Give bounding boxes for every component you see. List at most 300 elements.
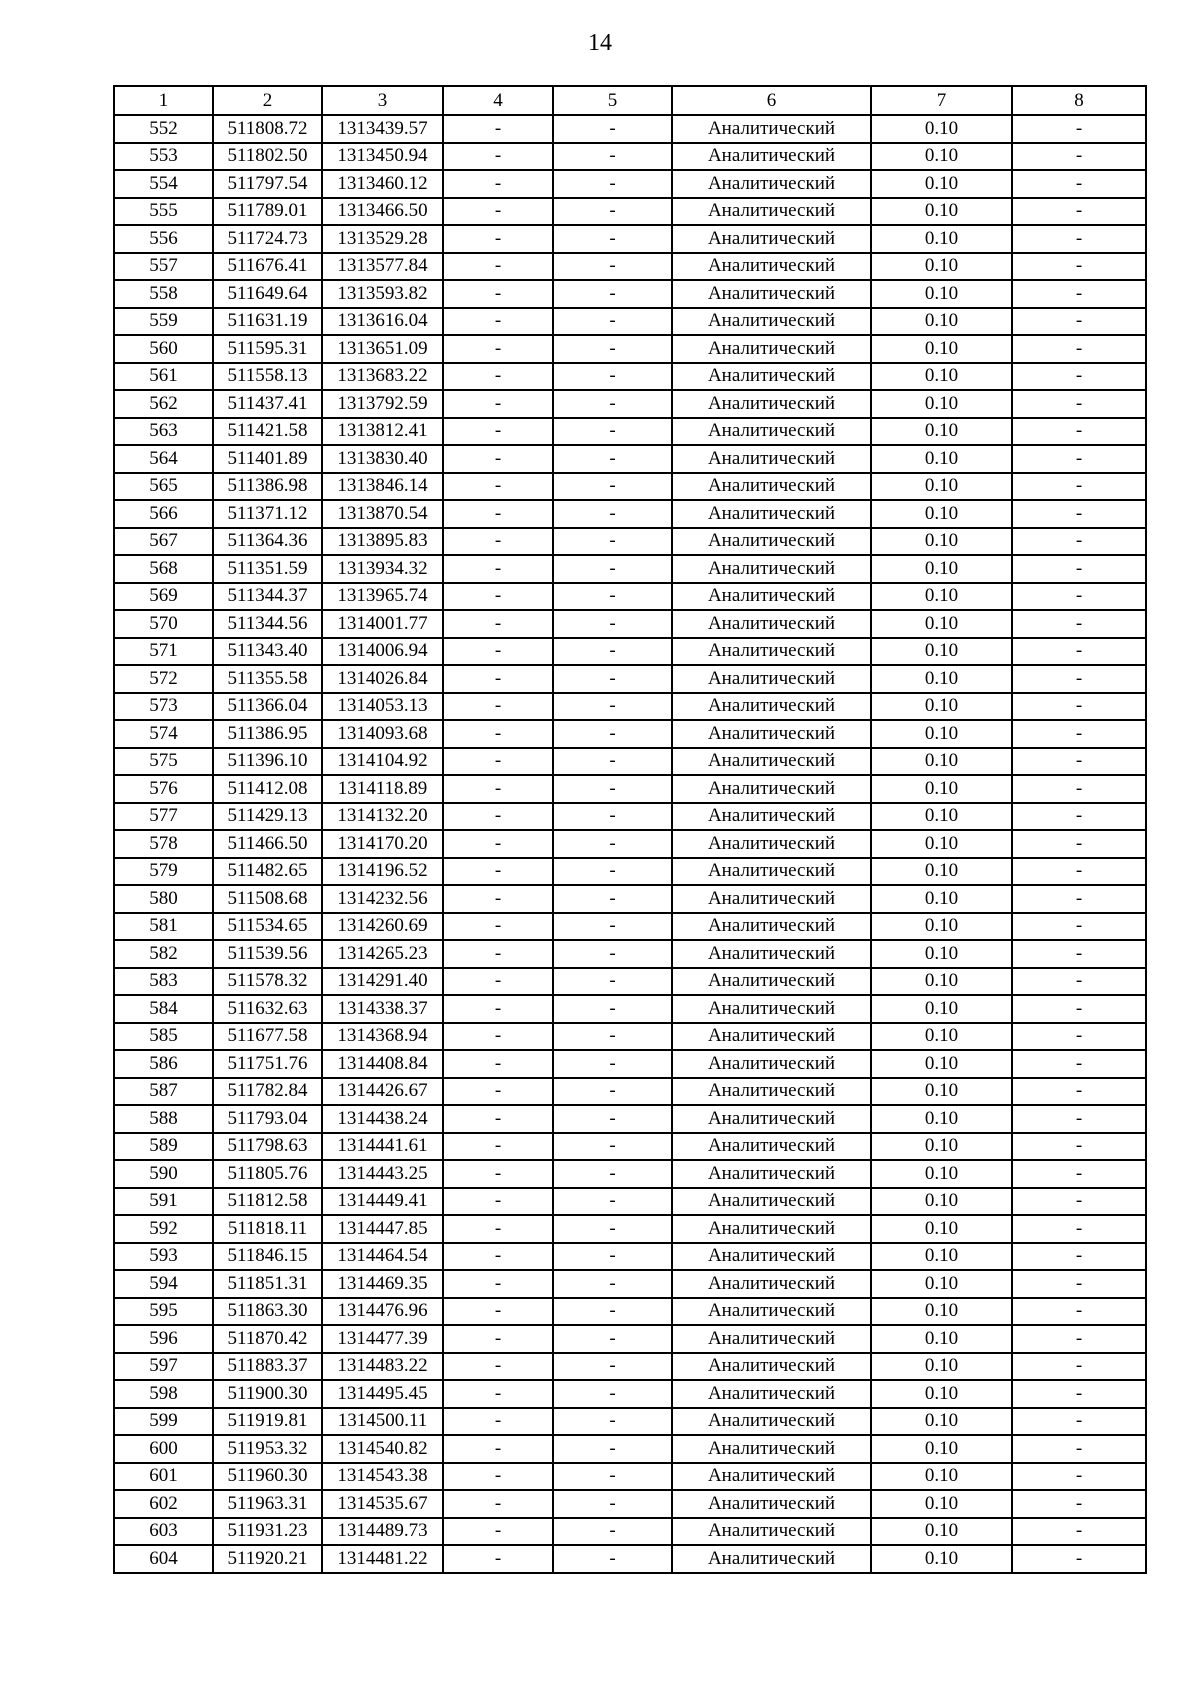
accuracy-cell: 0.10	[871, 583, 1012, 611]
point-number-cell: 594	[114, 1270, 213, 1298]
y-coordinate-cell: 1313846.14	[322, 473, 443, 501]
table-row	[114, 1105, 1146, 1133]
column-5-cell: -	[553, 1518, 672, 1546]
accuracy-cell: 0.10	[871, 1545, 1012, 1573]
y-coordinate-cell: 1314476.96	[322, 1298, 443, 1326]
column-5-cell: -	[553, 968, 672, 996]
table-row	[114, 830, 1146, 858]
column-5-cell: -	[553, 858, 672, 886]
column-5-cell: -	[553, 1380, 672, 1408]
column-8-cell: -	[1012, 665, 1146, 693]
table-row	[114, 693, 1146, 721]
column-8-cell: -	[1012, 638, 1146, 666]
column-4-cell: -	[443, 253, 553, 281]
accuracy-cell: 0.10	[871, 308, 1012, 336]
method-cell: Аналитический	[672, 1518, 871, 1546]
point-number-cell: 602	[114, 1490, 213, 1518]
y-coordinate-cell: 1314500.11	[322, 1408, 443, 1436]
column-8-cell: -	[1012, 1325, 1146, 1353]
table-row	[114, 253, 1146, 281]
point-number-cell: 559	[114, 308, 213, 336]
x-coordinate-cell: 511482.65	[213, 858, 322, 886]
y-coordinate-cell: 1313460.12	[322, 170, 443, 198]
column-5-cell: -	[553, 253, 672, 281]
y-coordinate-cell: 1314447.85	[322, 1215, 443, 1243]
y-coordinate-cell: 1313683.22	[322, 363, 443, 391]
accuracy-cell: 0.10	[871, 775, 1012, 803]
point-number-cell: 600	[114, 1435, 213, 1463]
x-coordinate-cell: 511631.19	[213, 308, 322, 336]
column-5-cell: -	[553, 1160, 672, 1188]
column-5-cell: -	[553, 170, 672, 198]
point-number-cell: 572	[114, 665, 213, 693]
point-number-cell: 573	[114, 693, 213, 721]
y-coordinate-cell: 1314483.22	[322, 1353, 443, 1381]
column-4-cell: -	[443, 363, 553, 391]
y-coordinate-cell: 1314481.22	[322, 1545, 443, 1573]
table-row	[114, 720, 1146, 748]
column-4-cell: -	[443, 1188, 553, 1216]
column-8-cell: -	[1012, 445, 1146, 473]
point-number-cell: 582	[114, 940, 213, 968]
y-coordinate-cell: 1314543.38	[322, 1463, 443, 1491]
point-number-cell: 604	[114, 1545, 213, 1573]
table-row	[114, 885, 1146, 913]
column-header: 2	[213, 86, 322, 115]
column-4-cell: -	[443, 583, 553, 611]
x-coordinate-cell: 511421.58	[213, 418, 322, 446]
column-8-cell: -	[1012, 143, 1146, 171]
accuracy-cell: 0.10	[871, 445, 1012, 473]
column-4-cell: -	[443, 308, 553, 336]
x-coordinate-cell: 511782.84	[213, 1078, 322, 1106]
column-header: 6	[672, 86, 871, 115]
column-8-cell: -	[1012, 610, 1146, 638]
point-number-cell: 583	[114, 968, 213, 996]
column-4-cell: -	[443, 1298, 553, 1326]
column-8-cell: -	[1012, 1160, 1146, 1188]
table-row	[114, 445, 1146, 473]
y-coordinate-cell: 1314464.54	[322, 1243, 443, 1271]
point-number-cell: 601	[114, 1463, 213, 1491]
x-coordinate-cell: 511751.76	[213, 1050, 322, 1078]
table-row	[114, 913, 1146, 941]
y-coordinate-cell: 1314495.45	[322, 1380, 443, 1408]
x-coordinate-cell: 511797.54	[213, 170, 322, 198]
column-4-cell: -	[443, 1215, 553, 1243]
column-8-cell: -	[1012, 335, 1146, 363]
x-coordinate-cell: 511364.36	[213, 528, 322, 556]
accuracy-cell: 0.10	[871, 1023, 1012, 1051]
column-header: 3	[322, 86, 443, 115]
method-cell: Аналитический	[672, 858, 871, 886]
column-4-cell: -	[443, 1160, 553, 1188]
accuracy-cell: 0.10	[871, 363, 1012, 391]
x-coordinate-cell: 511371.12	[213, 500, 322, 528]
y-coordinate-cell: 1313616.04	[322, 308, 443, 336]
method-cell: Аналитический	[672, 638, 871, 666]
method-cell: Аналитический	[672, 968, 871, 996]
column-header: 8	[1012, 86, 1146, 115]
method-cell: Аналитический	[672, 1353, 871, 1381]
column-8-cell: -	[1012, 1133, 1146, 1161]
column-8-cell: -	[1012, 885, 1146, 913]
column-4-cell: -	[443, 913, 553, 941]
column-8-cell: -	[1012, 1188, 1146, 1216]
table-row	[114, 170, 1146, 198]
point-number-cell: 564	[114, 445, 213, 473]
method-cell: Аналитический	[672, 115, 871, 143]
column-4-cell: -	[443, 665, 553, 693]
method-cell: Аналитический	[672, 170, 871, 198]
x-coordinate-cell: 511960.30	[213, 1463, 322, 1491]
point-number-cell: 581	[114, 913, 213, 941]
column-4-cell: -	[443, 418, 553, 446]
point-number-cell: 580	[114, 885, 213, 913]
accuracy-cell: 0.10	[871, 803, 1012, 831]
column-8-cell: -	[1012, 500, 1146, 528]
x-coordinate-cell: 511953.32	[213, 1435, 322, 1463]
point-number-cell: 589	[114, 1133, 213, 1161]
column-5-cell: -	[553, 830, 672, 858]
y-coordinate-cell: 1314540.82	[322, 1435, 443, 1463]
y-coordinate-cell: 1314104.92	[322, 748, 443, 776]
column-8-cell: -	[1012, 1023, 1146, 1051]
y-coordinate-cell: 1314426.67	[322, 1078, 443, 1106]
accuracy-cell: 0.10	[871, 610, 1012, 638]
method-cell: Аналитический	[672, 803, 871, 831]
table-row	[114, 1023, 1146, 1051]
x-coordinate-cell: 511344.56	[213, 610, 322, 638]
y-coordinate-cell: 1313830.40	[322, 445, 443, 473]
accuracy-cell: 0.10	[871, 280, 1012, 308]
column-5-cell: -	[553, 225, 672, 253]
point-number-cell: 557	[114, 253, 213, 281]
point-number-cell: 603	[114, 1518, 213, 1546]
column-5-cell: -	[553, 1133, 672, 1161]
accuracy-cell: 0.10	[871, 1133, 1012, 1161]
y-coordinate-cell: 1314053.13	[322, 693, 443, 721]
point-number-cell: 553	[114, 143, 213, 171]
table-row	[114, 1270, 1146, 1298]
y-coordinate-cell: 1314368.94	[322, 1023, 443, 1051]
method-cell: Аналитический	[672, 830, 871, 858]
x-coordinate-cell: 511851.31	[213, 1270, 322, 1298]
method-cell: Аналитический	[672, 693, 871, 721]
column-header: 5	[553, 86, 672, 115]
column-4-cell: -	[443, 115, 553, 143]
column-4-cell: -	[443, 858, 553, 886]
point-number-cell: 586	[114, 1050, 213, 1078]
accuracy-cell: 0.10	[871, 830, 1012, 858]
column-4-cell: -	[443, 528, 553, 556]
y-coordinate-cell: 1313450.94	[322, 143, 443, 171]
x-coordinate-cell: 511805.76	[213, 1160, 322, 1188]
column-5-cell: -	[553, 1463, 672, 1491]
column-8-cell: -	[1012, 1353, 1146, 1381]
x-coordinate-cell: 511344.37	[213, 583, 322, 611]
column-header: 7	[871, 86, 1012, 115]
method-cell: Аналитический	[672, 363, 871, 391]
column-4-cell: -	[443, 1243, 553, 1271]
y-coordinate-cell: 1313792.59	[322, 390, 443, 418]
column-5-cell: -	[553, 610, 672, 638]
table-row	[114, 1243, 1146, 1271]
point-number-cell: 571	[114, 638, 213, 666]
point-number-cell: 595	[114, 1298, 213, 1326]
column-5-cell: -	[553, 473, 672, 501]
column-8-cell: -	[1012, 775, 1146, 803]
column-8-cell: -	[1012, 803, 1146, 831]
column-8-cell: -	[1012, 308, 1146, 336]
point-number-cell: 596	[114, 1325, 213, 1353]
table-row	[114, 528, 1146, 556]
y-coordinate-cell: 1314093.68	[322, 720, 443, 748]
column-4-cell: -	[443, 1078, 553, 1106]
method-cell: Аналитический	[672, 1133, 871, 1161]
table-row	[114, 555, 1146, 583]
method-cell: Аналитический	[672, 1215, 871, 1243]
y-coordinate-cell: 1313466.50	[322, 198, 443, 226]
method-cell: Аналитический	[672, 198, 871, 226]
column-5-cell: -	[553, 1270, 672, 1298]
point-number-cell: 570	[114, 610, 213, 638]
method-cell: Аналитический	[672, 1298, 871, 1326]
table-row	[114, 995, 1146, 1023]
accuracy-cell: 0.10	[871, 1243, 1012, 1271]
column-8-cell: -	[1012, 1408, 1146, 1436]
table-row	[114, 500, 1146, 528]
method-cell: Аналитический	[672, 583, 871, 611]
column-8-cell: -	[1012, 198, 1146, 226]
x-coordinate-cell: 511508.68	[213, 885, 322, 913]
y-coordinate-cell: 1314338.37	[322, 995, 443, 1023]
column-4-cell: -	[443, 1518, 553, 1546]
x-coordinate-cell: 511677.58	[213, 1023, 322, 1051]
table-row	[114, 803, 1146, 831]
accuracy-cell: 0.10	[871, 1270, 1012, 1298]
method-cell: Аналитический	[672, 1188, 871, 1216]
column-4-cell: -	[443, 473, 553, 501]
method-cell: Аналитический	[672, 913, 871, 941]
accuracy-cell: 0.10	[871, 1408, 1012, 1436]
x-coordinate-cell: 511412.08	[213, 775, 322, 803]
x-coordinate-cell: 511343.40	[213, 638, 322, 666]
point-number-cell: 566	[114, 500, 213, 528]
table-row	[114, 1518, 1146, 1546]
column-8-cell: -	[1012, 1215, 1146, 1243]
accuracy-cell: 0.10	[871, 528, 1012, 556]
column-4-cell: -	[443, 170, 553, 198]
column-4-cell: -	[443, 143, 553, 171]
method-cell: Аналитический	[672, 473, 871, 501]
column-5-cell: -	[553, 1408, 672, 1436]
x-coordinate-cell: 511595.31	[213, 335, 322, 363]
y-coordinate-cell: 1314260.69	[322, 913, 443, 941]
column-5-cell: -	[553, 885, 672, 913]
table-row	[114, 280, 1146, 308]
column-header: 4	[443, 86, 553, 115]
x-coordinate-cell: 511429.13	[213, 803, 322, 831]
method-cell: Аналитический	[672, 1243, 871, 1271]
point-number-cell: 552	[114, 115, 213, 143]
point-number-cell: 561	[114, 363, 213, 391]
column-4-cell: -	[443, 610, 553, 638]
table-row	[114, 1353, 1146, 1381]
method-cell: Аналитический	[672, 1490, 871, 1518]
column-4-cell: -	[443, 1545, 553, 1573]
column-5-cell: -	[553, 1105, 672, 1133]
x-coordinate-cell: 511351.59	[213, 555, 322, 583]
column-8-cell: -	[1012, 1490, 1146, 1518]
x-coordinate-cell: 511401.89	[213, 445, 322, 473]
x-coordinate-cell: 511539.56	[213, 940, 322, 968]
y-coordinate-cell: 1314170.20	[322, 830, 443, 858]
accuracy-cell: 0.10	[871, 638, 1012, 666]
column-5-cell: -	[553, 1215, 672, 1243]
y-coordinate-cell: 1314001.77	[322, 610, 443, 638]
column-4-cell: -	[443, 1353, 553, 1381]
table-row	[114, 1050, 1146, 1078]
y-coordinate-cell: 1313870.54	[322, 500, 443, 528]
column-8-cell: -	[1012, 390, 1146, 418]
accuracy-cell: 0.10	[871, 1298, 1012, 1326]
y-coordinate-cell: 1314535.67	[322, 1490, 443, 1518]
table-row	[114, 198, 1146, 226]
column-5-cell: -	[553, 280, 672, 308]
point-number-cell: 578	[114, 830, 213, 858]
column-4-cell: -	[443, 1380, 553, 1408]
column-5-cell: -	[553, 1243, 672, 1271]
column-5-cell: -	[553, 198, 672, 226]
column-4-cell: -	[443, 1463, 553, 1491]
table-row	[114, 968, 1146, 996]
method-cell: Аналитический	[672, 280, 871, 308]
x-coordinate-cell: 511534.65	[213, 913, 322, 941]
column-4-cell: -	[443, 445, 553, 473]
column-8-cell: -	[1012, 170, 1146, 198]
column-8-cell: -	[1012, 363, 1146, 391]
method-cell: Аналитический	[672, 1270, 871, 1298]
accuracy-cell: 0.10	[871, 198, 1012, 226]
column-5-cell: -	[553, 335, 672, 363]
column-5-cell: -	[553, 363, 672, 391]
column-8-cell: -	[1012, 1105, 1146, 1133]
method-cell: Аналитический	[672, 143, 871, 171]
x-coordinate-cell: 511793.04	[213, 1105, 322, 1133]
column-4-cell: -	[443, 225, 553, 253]
table-header-row	[114, 86, 1146, 115]
column-5-cell: -	[553, 143, 672, 171]
accuracy-cell: 0.10	[871, 858, 1012, 886]
x-coordinate-cell: 511863.30	[213, 1298, 322, 1326]
column-8-cell: -	[1012, 1298, 1146, 1326]
table-row	[114, 308, 1146, 336]
y-coordinate-cell: 1314477.39	[322, 1325, 443, 1353]
accuracy-cell: 0.10	[871, 1050, 1012, 1078]
column-4-cell: -	[443, 638, 553, 666]
column-5-cell: -	[553, 693, 672, 721]
accuracy-cell: 0.10	[871, 390, 1012, 418]
x-coordinate-cell: 511386.95	[213, 720, 322, 748]
y-coordinate-cell: 1314438.24	[322, 1105, 443, 1133]
column-4-cell: -	[443, 885, 553, 913]
column-8-cell: -	[1012, 1435, 1146, 1463]
column-4-cell: -	[443, 1050, 553, 1078]
column-4-cell: -	[443, 280, 553, 308]
column-8-cell: -	[1012, 418, 1146, 446]
y-coordinate-cell: 1313895.83	[322, 528, 443, 556]
column-4-cell: -	[443, 1133, 553, 1161]
x-coordinate-cell: 511900.30	[213, 1380, 322, 1408]
x-coordinate-cell: 511920.21	[213, 1545, 322, 1573]
column-8-cell: -	[1012, 555, 1146, 583]
accuracy-cell: 0.10	[871, 473, 1012, 501]
point-number-cell: 598	[114, 1380, 213, 1408]
method-cell: Аналитический	[672, 445, 871, 473]
column-4-cell: -	[443, 1270, 553, 1298]
method-cell: Аналитический	[672, 1463, 871, 1491]
column-8-cell: -	[1012, 473, 1146, 501]
accuracy-cell: 0.10	[871, 1078, 1012, 1106]
column-8-cell: -	[1012, 1050, 1146, 1078]
x-coordinate-cell: 511466.50	[213, 830, 322, 858]
y-coordinate-cell: 1313439.57	[322, 115, 443, 143]
column-5-cell: -	[553, 1545, 672, 1573]
point-number-cell: 597	[114, 1353, 213, 1381]
column-5-cell: -	[553, 583, 672, 611]
y-coordinate-cell: 1313529.28	[322, 225, 443, 253]
y-coordinate-cell: 1313593.82	[322, 280, 443, 308]
accuracy-cell: 0.10	[871, 1518, 1012, 1546]
method-cell: Аналитический	[672, 1078, 871, 1106]
column-8-cell: -	[1012, 858, 1146, 886]
method-cell: Аналитический	[672, 775, 871, 803]
x-coordinate-cell: 511386.98	[213, 473, 322, 501]
y-coordinate-cell: 1314232.56	[322, 885, 443, 913]
y-coordinate-cell: 1314449.41	[322, 1188, 443, 1216]
column-8-cell: -	[1012, 693, 1146, 721]
column-8-cell: -	[1012, 995, 1146, 1023]
column-5-cell: -	[553, 1050, 672, 1078]
point-number-cell: 574	[114, 720, 213, 748]
y-coordinate-cell: 1314441.61	[322, 1133, 443, 1161]
page-number: 14	[588, 30, 612, 56]
column-8-cell: -	[1012, 253, 1146, 281]
column-5-cell: -	[553, 803, 672, 831]
column-4-cell: -	[443, 830, 553, 858]
accuracy-cell: 0.10	[871, 1188, 1012, 1216]
x-coordinate-cell: 511649.64	[213, 280, 322, 308]
column-5-cell: -	[553, 913, 672, 941]
accuracy-cell: 0.10	[871, 335, 1012, 363]
accuracy-cell: 0.10	[871, 940, 1012, 968]
column-5-cell: -	[553, 1078, 672, 1106]
method-cell: Аналитический	[672, 225, 871, 253]
method-cell: Аналитический	[672, 1325, 871, 1353]
y-coordinate-cell: 1313934.32	[322, 555, 443, 583]
column-5-cell: -	[553, 1353, 672, 1381]
accuracy-cell: 0.10	[871, 500, 1012, 528]
coordinates-table	[113, 85, 1147, 1574]
column-4-cell: -	[443, 693, 553, 721]
y-coordinate-cell: 1314265.23	[322, 940, 443, 968]
x-coordinate-cell: 511724.73	[213, 225, 322, 253]
column-4-cell: -	[443, 1435, 553, 1463]
point-number-cell: 576	[114, 775, 213, 803]
point-number-cell: 584	[114, 995, 213, 1023]
table-row	[114, 390, 1146, 418]
